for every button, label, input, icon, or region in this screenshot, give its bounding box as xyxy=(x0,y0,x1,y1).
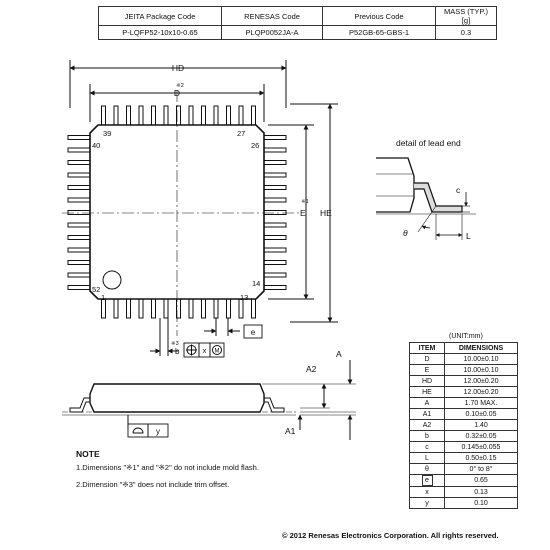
pins-bottom xyxy=(102,299,256,318)
package-value-previous: P52GB-65-GBS-1 xyxy=(323,26,436,40)
dim-item: b xyxy=(410,431,445,442)
table-row xyxy=(410,431,518,442)
dim-item: A1 xyxy=(410,409,445,420)
lead-detail-lead xyxy=(414,183,462,212)
lead-pin xyxy=(264,198,286,202)
table-row xyxy=(410,398,518,409)
package-value-jeita: P-LQFP52-10x10-0.65 xyxy=(99,26,222,40)
table-row xyxy=(410,453,518,464)
dim-item: HD xyxy=(410,376,445,387)
table-row xyxy=(410,354,518,365)
lead-pin xyxy=(202,106,206,125)
c-label: c xyxy=(456,185,461,195)
lead-pin xyxy=(164,106,168,125)
unit-label: (UNIT:mm) xyxy=(449,333,483,340)
e-dim-label: E xyxy=(300,208,306,218)
lead-pin xyxy=(152,106,156,125)
lead-pin xyxy=(68,248,90,252)
dimensions-header-item: ITEM xyxy=(410,343,445,354)
lead-pin xyxy=(102,106,106,125)
lead-pin xyxy=(127,299,131,318)
package-header-previous: Previous Code xyxy=(323,7,436,26)
dim-item xyxy=(410,475,445,487)
pin-number-27: 27 xyxy=(237,129,246,138)
x-tolerance-label: x xyxy=(202,346,207,355)
pins-right xyxy=(264,136,286,290)
dim-item: y xyxy=(410,498,445,509)
dim-value: 0° to 8° xyxy=(445,464,518,475)
lead-pin xyxy=(114,299,118,318)
lead-pin xyxy=(152,299,156,318)
lead-pin xyxy=(264,173,286,177)
theta-label: θ xyxy=(403,228,408,238)
lead-pin xyxy=(264,161,286,165)
pin-number-39: 39 xyxy=(103,129,112,138)
dim-item: θ xyxy=(410,464,445,475)
dim-value: 10.00±0.10 xyxy=(445,354,518,365)
pin-number-26: 26 xyxy=(251,141,260,150)
lead-detail-body xyxy=(376,158,414,212)
dim-value: 12.00±0.20 xyxy=(445,387,518,398)
side-body xyxy=(90,384,264,412)
d-label: D xyxy=(173,88,181,98)
lead-pin xyxy=(127,106,131,125)
lead-pin xyxy=(68,286,90,290)
e-pitch-label: e xyxy=(250,328,256,337)
lead-pin xyxy=(139,106,143,125)
note-title: NOTE xyxy=(76,449,100,459)
d-note-mark: ※2 xyxy=(176,83,184,89)
flatness-symbol-icon xyxy=(133,428,143,433)
table-row xyxy=(410,387,518,398)
lead-pin xyxy=(68,173,90,177)
lead-pin xyxy=(264,186,286,190)
lead-pin xyxy=(114,106,118,125)
package-value-renesas: PLQP0052JA-A xyxy=(222,26,323,40)
package-header-mass: MASS (TYP.) [g] xyxy=(436,7,497,26)
lead-pin xyxy=(227,299,231,318)
dimensions-table xyxy=(409,342,518,509)
lead-pin xyxy=(264,286,286,290)
dim-item: c xyxy=(410,442,445,453)
dim-item: A xyxy=(410,398,445,409)
lead-pin xyxy=(68,186,90,190)
note-item-1: 1.Dimensions "※1" and "※2" do not include mold flash. xyxy=(76,463,259,472)
lead-pin xyxy=(68,161,90,165)
dim-value: 12.00±0.20 xyxy=(445,376,518,387)
note-item-2: 2.Dimension "※3" does not include trim offset. xyxy=(76,480,230,489)
table-row xyxy=(410,498,518,509)
lead-pin xyxy=(214,299,218,318)
a-label: A xyxy=(336,349,342,359)
pins-top xyxy=(102,106,256,125)
lead-pin xyxy=(214,106,218,125)
dim-item: A2 xyxy=(410,420,445,431)
lead-pin xyxy=(68,261,90,265)
table-row xyxy=(410,365,518,376)
pin-number-14: 14 xyxy=(252,279,261,288)
lead-pin xyxy=(189,299,193,318)
lead-pin xyxy=(164,299,168,318)
lead-pin xyxy=(264,211,286,215)
dim-value: 0.10 xyxy=(445,498,518,509)
dim-item: x xyxy=(410,487,445,498)
b-note-mark: ※3 xyxy=(171,341,179,347)
e-item-box: e xyxy=(422,475,433,486)
hd-label: HD xyxy=(171,63,185,73)
dim-value: 10.00±0.10 xyxy=(445,365,518,376)
b-label: b xyxy=(175,347,180,356)
e-note-mark: ※1 xyxy=(301,199,309,205)
table-row xyxy=(410,442,518,453)
dim-value: 0.65 xyxy=(445,475,518,487)
table-row xyxy=(410,409,518,420)
package-header-jeita: JEITA Package Code xyxy=(99,7,222,26)
dimensions-header-value: DIMENSIONS xyxy=(445,343,518,354)
a1-label: A1 xyxy=(285,426,296,436)
pins-left xyxy=(68,136,90,290)
lead-pin xyxy=(252,106,256,125)
lead-pin xyxy=(227,106,231,125)
dim-item: HE xyxy=(410,387,445,398)
lead-pin xyxy=(202,299,206,318)
lead-pin xyxy=(264,248,286,252)
lead-pin xyxy=(68,148,90,152)
lead-pin xyxy=(139,299,143,318)
lead-pin xyxy=(252,299,256,318)
lead-pin xyxy=(68,211,90,215)
lead-pin xyxy=(68,136,90,140)
dim-value: 0.50±0.15 xyxy=(445,453,518,464)
lead-pin xyxy=(68,198,90,202)
copyright-text: © 2012 Renesas Electronics Corporation. All rights reserved. xyxy=(282,531,499,540)
lead-pin xyxy=(239,106,243,125)
dim-value: 0.13 xyxy=(445,487,518,498)
dim-item: L xyxy=(410,453,445,464)
lead-pin xyxy=(189,106,193,125)
lead-pin xyxy=(264,273,286,277)
package-header-renesas: RENESAS Code xyxy=(222,7,323,26)
lead-pin xyxy=(264,136,286,140)
pin-number-13: 13 xyxy=(240,293,249,302)
dim-value: 0.10±0.05 xyxy=(445,409,518,420)
l-label: L xyxy=(466,231,471,241)
lead-detail-title: detail of lead end xyxy=(396,138,461,148)
lead-pin xyxy=(264,148,286,152)
pin-number-1: 1 xyxy=(101,293,106,302)
lead-pin xyxy=(68,273,90,277)
lead-pin xyxy=(264,223,286,227)
dim-item: E xyxy=(410,365,445,376)
package-value-mass: 0.3 xyxy=(436,26,497,40)
pin-number-52: 52 xyxy=(92,285,101,294)
lead-pin xyxy=(68,236,90,240)
he-label: HE xyxy=(320,208,332,218)
table-row xyxy=(410,464,518,475)
pin-number-40: 40 xyxy=(92,141,101,150)
dim-value: 1.40 xyxy=(445,420,518,431)
table-row xyxy=(410,420,518,431)
y-flatness-label: y xyxy=(156,427,160,436)
table-row xyxy=(410,487,518,498)
table-row xyxy=(410,376,518,387)
lead-pin xyxy=(264,261,286,265)
dim-item: D xyxy=(410,354,445,365)
a2-label: A2 xyxy=(306,364,317,374)
mmc-label: M xyxy=(214,348,220,355)
lead-pin xyxy=(68,223,90,227)
dim-value: 0.145±0.055 xyxy=(445,442,518,453)
table-row xyxy=(410,475,518,487)
lead-pin xyxy=(264,236,286,240)
dim-value: 1.70 MAX. xyxy=(445,398,518,409)
dim-value: 0.32±0.05 xyxy=(445,431,518,442)
